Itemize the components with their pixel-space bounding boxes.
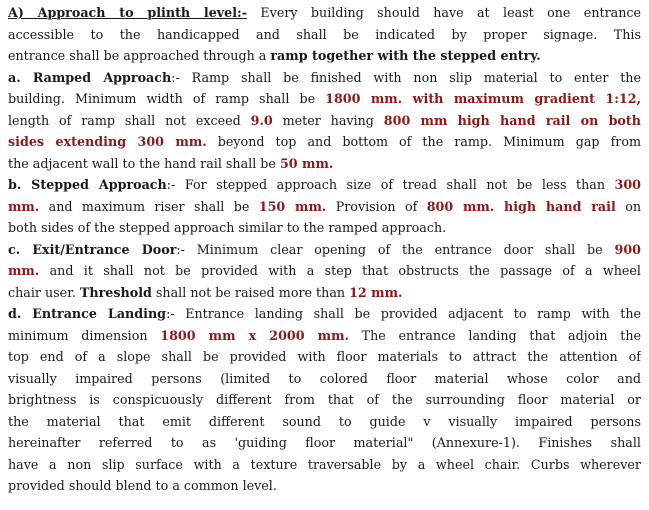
- emphasized-text: 800 mm high hand rail on both: [383, 112, 641, 128]
- text-line: [8, 346, 641, 367]
- body-text: entrance shall be approached through a: [8, 48, 271, 63]
- text-line: [8, 303, 641, 324]
- emphasized-text: 9.0: [250, 112, 273, 128]
- text-line: [8, 282, 641, 303]
- body-text: :- Ramp shall be finished with non slip material to enter the: [171, 69, 641, 85]
- body-text: hereinafter referred to as 'guiding floor material" (Annexure-1). Finishes shall: [8, 435, 641, 450]
- text-line: [8, 411, 641, 432]
- body-text: provided should blend to a common level.: [8, 478, 277, 493]
- body-text: brightness is conspicuously different from that of the surrounding floor material or: [8, 392, 641, 407]
- body-text: and maximum riser shall be: [39, 198, 259, 214]
- body-text: chair user.: [8, 284, 80, 300]
- text-line: [8, 131, 641, 152]
- emphasized-text: 1800 mm x 2000 mm.: [160, 327, 349, 343]
- text-line: [8, 389, 641, 410]
- body-text: accessible to the handicapped and shall be indicated by proper signage. This: [8, 26, 641, 42]
- text-line: [8, 196, 641, 217]
- emphasized-text: b. Stepped Approach: [8, 177, 167, 192]
- emphasized-text: 1800 mm. with maximum gradient 1:12,: [325, 91, 641, 106]
- emphasized-text: d. Entrance Landing: [8, 306, 167, 321]
- text-line: [8, 67, 641, 88]
- text-line: [8, 153, 641, 174]
- body-text: top end of a slope shall be provided with floor materials to attract the attention of: [8, 349, 641, 364]
- text-line: [8, 475, 641, 496]
- text-line: [8, 325, 641, 346]
- body-text: on: [615, 198, 641, 214]
- text-line: [8, 368, 641, 389]
- emphasized-text: 50 mm.: [279, 155, 334, 171]
- emphasized-text: a. Ramped Approach: [8, 69, 172, 85]
- text-line: [8, 24, 641, 45]
- text-line: [8, 45, 641, 66]
- emphasized-text: A) Approach to plinth level:-: [8, 5, 248, 20]
- body-text: The entrance landing that adjoin the: [348, 327, 641, 343]
- body-text: Every building should have at least one entrance: [247, 5, 641, 20]
- text-line: [8, 2, 641, 23]
- text-line: [8, 110, 641, 131]
- emphasized-text: 800 mm. high hand rail: [426, 198, 616, 214]
- body-text: :- Entrance landing shall be provided adjacent to ramp with the: [166, 306, 641, 321]
- text-line: [8, 432, 641, 453]
- emphasized-text: 900: [614, 241, 641, 257]
- body-text: Provision of: [326, 198, 427, 214]
- text-line: [8, 260, 641, 281]
- text-line: [8, 217, 641, 238]
- body-text: minimum dimension: [8, 327, 161, 343]
- body-text: length of ramp shall not exceed: [8, 112, 251, 128]
- emphasized-text: mm.: [8, 263, 40, 278]
- body-text: shall not be raised more than: [151, 284, 350, 300]
- body-text: the material that emit different sound to guide v visually impaired persons: [8, 413, 641, 429]
- body-text: both sides of the stepped approach similar to the ramped approach.: [8, 220, 447, 235]
- emphasized-text: mm.: [8, 198, 40, 214]
- body-text: :- For stepped approach size of tread shall not be less than: [166, 177, 615, 192]
- text-line: [8, 454, 641, 475]
- emphasized-text: Threshold: [79, 284, 152, 300]
- body-text: building. Minimum width of ramp shall be: [8, 91, 326, 106]
- text-line: [8, 174, 641, 195]
- emphasized-text: sides extending 300 mm.: [8, 134, 207, 149]
- body-text: :- Minimum clear opening of the entrance door shall be: [176, 241, 615, 257]
- body-text: meter having: [272, 112, 384, 128]
- body-text: visually impaired persons (limited to colored floor material whose color and: [8, 370, 641, 386]
- body-text: have a non slip surface with a texture traversable by a wheel chair. Curbs wherever: [8, 456, 641, 472]
- text-line: [8, 88, 641, 109]
- emphasized-text: 12 mm.: [349, 284, 403, 300]
- emphasized-text: ramp together with the stepped entry.: [270, 48, 541, 63]
- text-line: [8, 239, 641, 260]
- body-text: beyond top and bottom of the ramp. Minimum gap from: [206, 134, 641, 149]
- emphasized-text: c. Exit/Entrance Door: [8, 241, 177, 257]
- emphasized-text: 300: [614, 177, 641, 192]
- body-text: and it shall not be provided with a step that obstructs the passage of a wheel: [39, 263, 641, 278]
- emphasized-text: 150 mm.: [258, 198, 327, 214]
- body-text: the adjacent wall to the hand rail shall be: [8, 155, 280, 171]
